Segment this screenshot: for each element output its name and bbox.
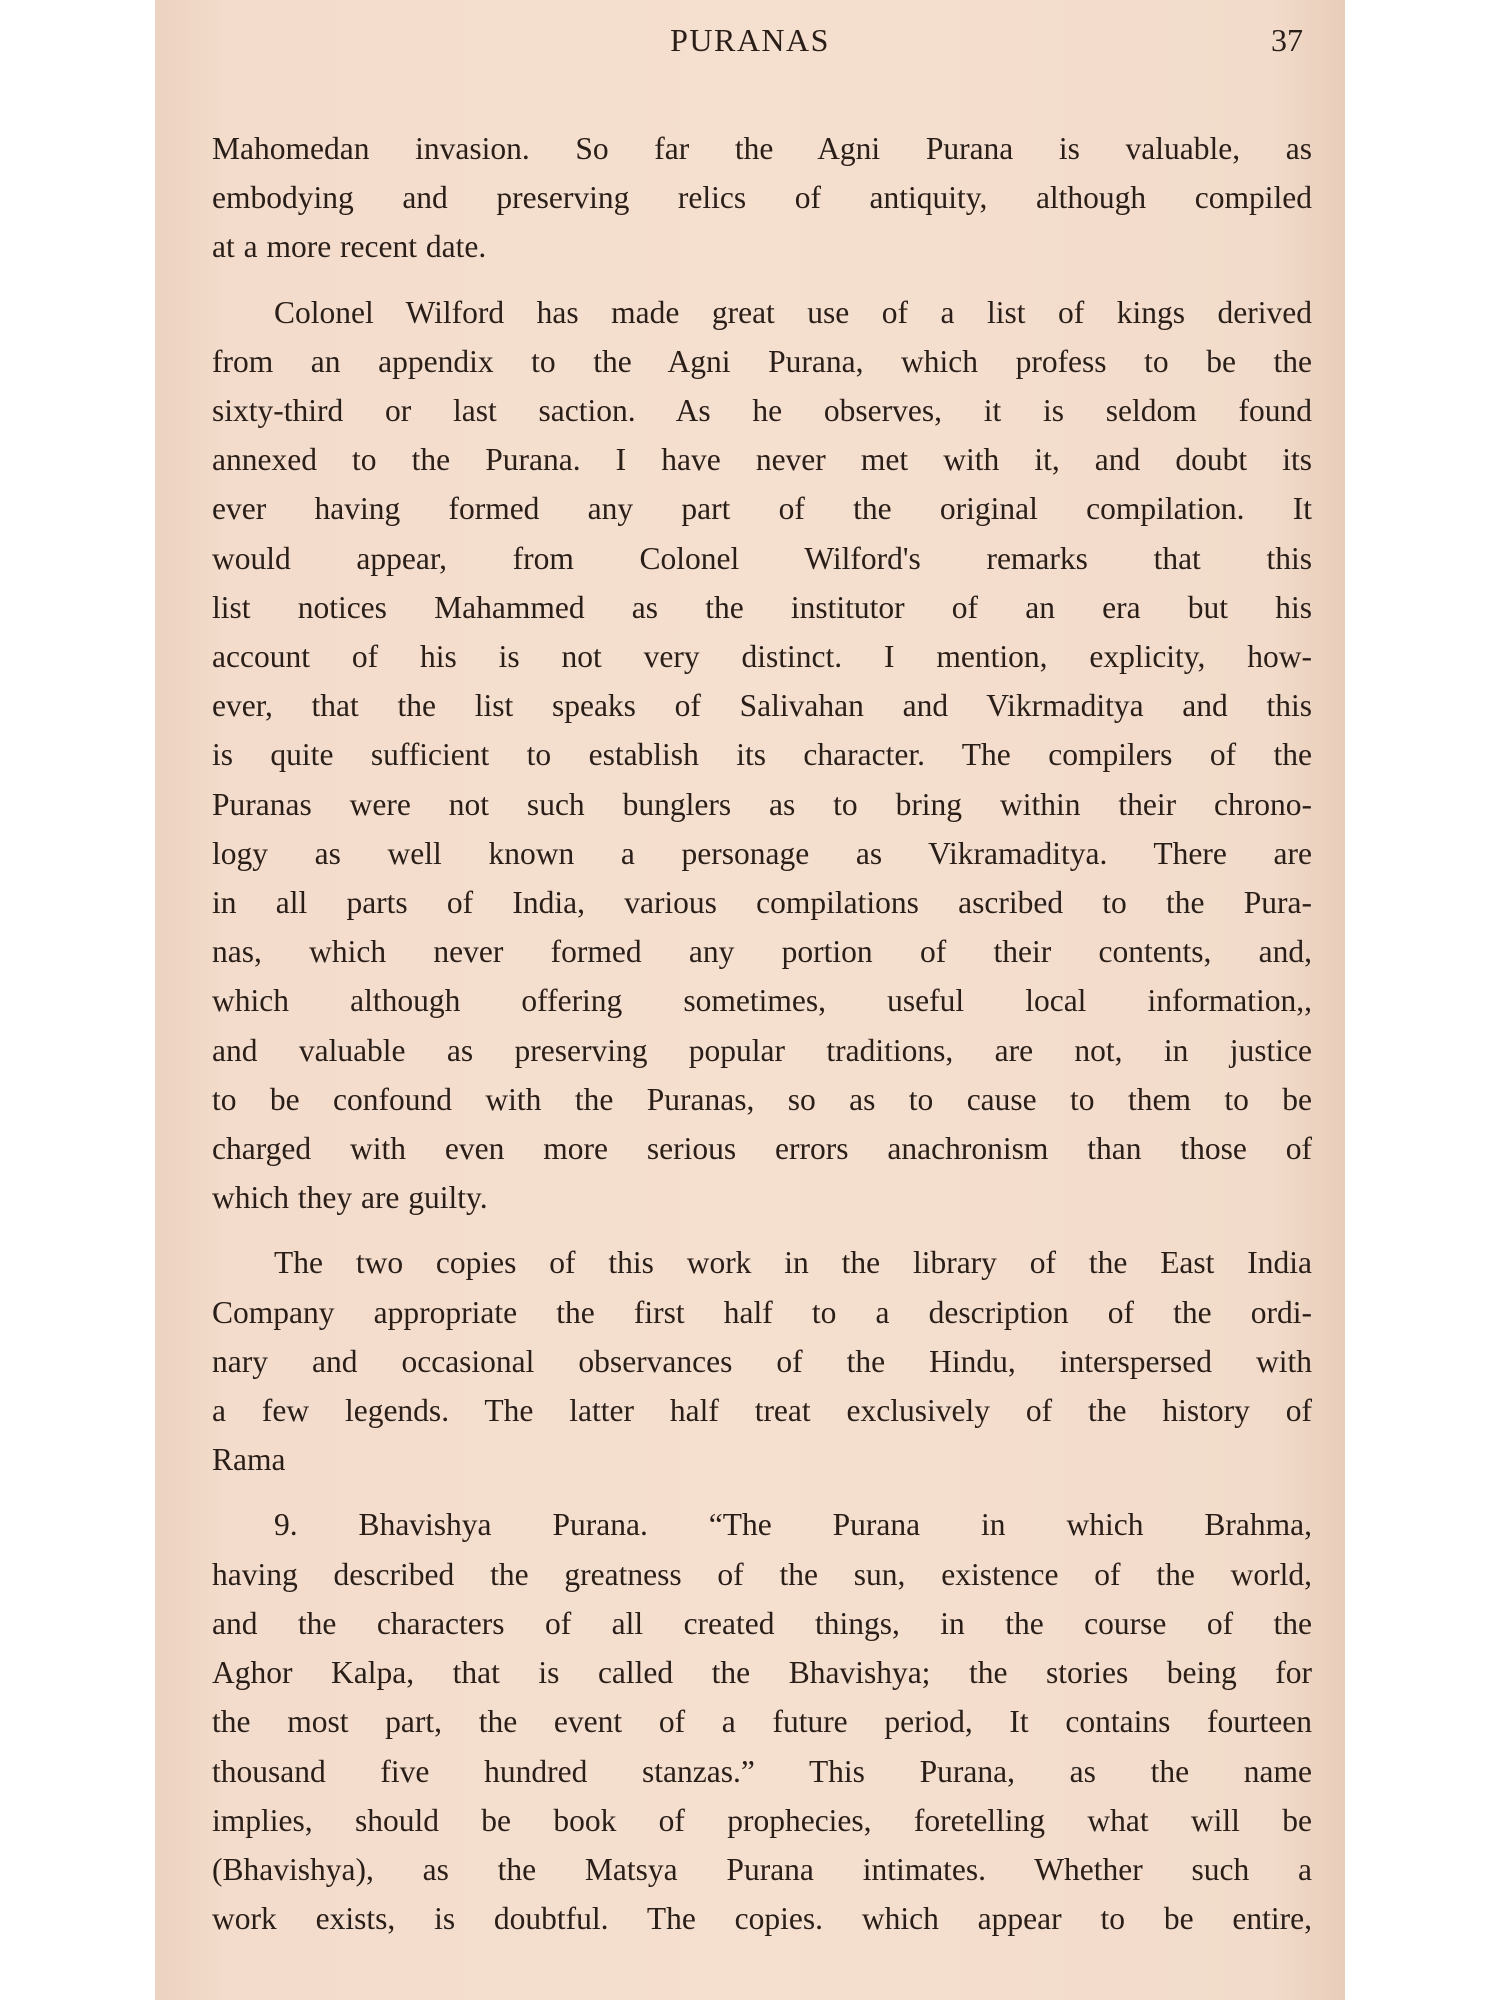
text-line: list notices Mahammed as the institutor of an era but his <box>212 589 1312 625</box>
text-line: 9. Bhavishya Purana. “The Purana in which Brahma, <box>274 1507 1312 1543</box>
text-line: Colonel Wilford has made great use of a list of kings derived <box>274 294 1312 330</box>
text-line: from an appendix to the Agni Purana, which profess to be the <box>212 343 1312 379</box>
paragraph <box>212 1500 1312 1943</box>
text-line: embodying and preserving relics of antiquity, although compiled <box>212 180 1312 216</box>
text-line: account of his is not very distinct. I mention, explicity, how- <box>212 639 1312 675</box>
text-line: the most part, the event of a future period, It contains fourteen <box>212 1704 1312 1740</box>
page-body <box>212 124 1312 1943</box>
text-line: charged with even more serious errors anachronism than those of <box>212 1131 1312 1167</box>
text-line: Aghor Kalpa, that is called the Bhavishya; the stories being for <box>212 1655 1312 1691</box>
text-line: nary and occasional observances of the Hindu, interspersed with <box>212 1343 1312 1379</box>
page-number: 37 <box>1271 22 1303 58</box>
paragraph <box>212 1238 1312 1484</box>
book-page <box>155 0 1345 2000</box>
text-line: to be confound with the Puranas, so as to cause to them to be <box>212 1081 1312 1117</box>
text-line: which although offering sometimes, useful local information,, <box>212 983 1312 1019</box>
text-line: having described the greatness of the sun, existence of the world, <box>212 1556 1312 1592</box>
text-line: Company appropriate the first half to a description of the ordi- <box>212 1294 1312 1330</box>
paragraph <box>212 288 1312 1223</box>
text-line: which they are guilty. <box>212 1180 488 1216</box>
text-line: (Bhavishya), as the Matsya Purana intimates. Whether such a <box>212 1851 1312 1887</box>
text-line: work exists, is doubtful. The copies. which appear to be entire, <box>212 1901 1312 1937</box>
text-line: and valuable as preserving popular traditions, are not, in justice <box>212 1032 1312 1068</box>
text-line: in all parts of India, various compilations ascribed to the Pura- <box>212 885 1312 921</box>
text-line: ever having formed any part of the original compilation. It <box>212 491 1312 527</box>
text-line: implies, should be book of prophecies, foretelling what will be <box>212 1802 1312 1838</box>
text-line: Rama <box>212 1442 286 1478</box>
text-line: a few legends. The latter half treat exclusively of the history of <box>212 1393 1312 1429</box>
text-line: ever, that the list speaks of Salivahan and Vikrmaditya and this <box>212 688 1312 724</box>
text-line: Puranas were not such bunglers as to bring within their chrono- <box>212 786 1312 822</box>
text-line: Mahomedan invasion. So far the Agni Purana is valuable, as <box>212 131 1312 166</box>
text-line: thousand five hundred stanzas.” This Purana, as the name <box>212 1753 1312 1789</box>
text-line: is quite sufficient to establish its character. The compilers of the <box>212 737 1312 773</box>
text-line: sixty-third or last saction. As he observes, it is seldom found <box>212 393 1312 429</box>
text-line: and the characters of all created things, in the course of the <box>212 1605 1312 1641</box>
paragraph <box>212 124 1312 272</box>
running-title: PURANAS <box>670 22 830 58</box>
text-line: annexed to the Purana. I have never met with it, and doubt its <box>212 442 1312 478</box>
page-header <box>155 22 1345 62</box>
text-line: would appear, from Colonel Wilford's remarks that this <box>212 540 1312 576</box>
text-line: logy as well known a personage as Vikramaditya. There are <box>212 835 1312 871</box>
text-line: The two copies of this work in the library of the East India <box>274 1245 1312 1281</box>
text-line: at a more recent date. <box>212 229 487 265</box>
text-line: nas, which never formed any portion of their contents, and, <box>212 934 1312 970</box>
